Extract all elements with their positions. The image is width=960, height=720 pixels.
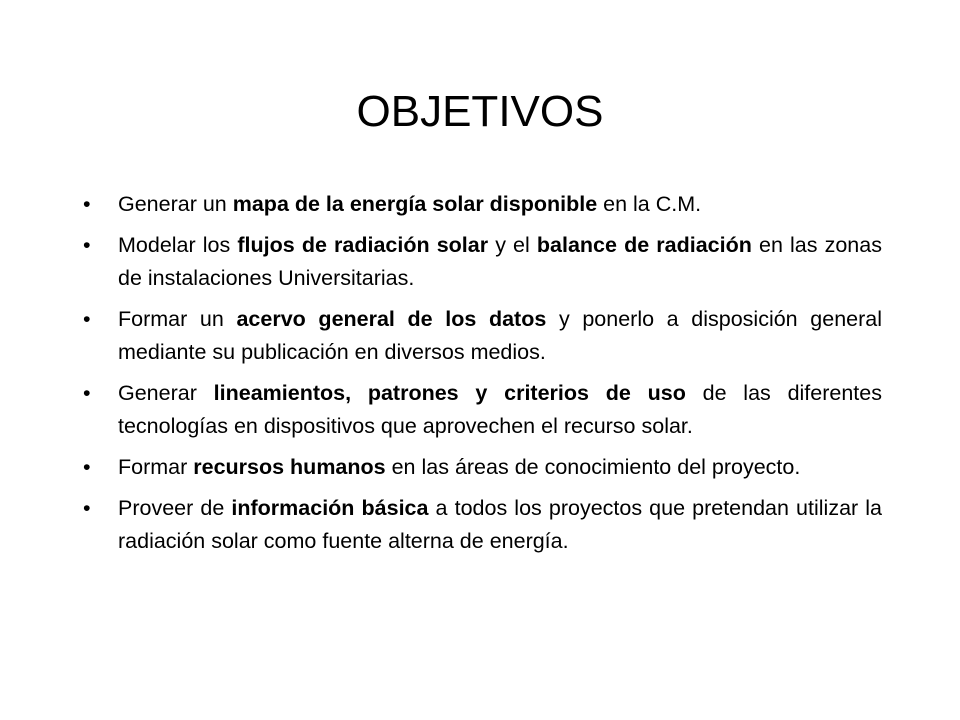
bullet-icon: • xyxy=(83,192,91,216)
objective-text: Generar un xyxy=(118,192,233,216)
objective-text: Generar xyxy=(118,381,214,405)
objective-keyword: información básica xyxy=(231,496,429,520)
slide-title: OBJETIVOS xyxy=(356,87,604,136)
objective-keyword: mapa de la energía solar disponible xyxy=(232,192,598,216)
objective-text: Formar un xyxy=(118,307,237,331)
bullet-icon: • xyxy=(83,307,91,331)
objective-item xyxy=(78,451,882,484)
objective-item xyxy=(78,377,882,443)
bullet-icon: • xyxy=(83,233,91,257)
objective-item xyxy=(78,492,882,558)
objective-text: Proveer de xyxy=(118,496,232,520)
objective-text: y el xyxy=(488,233,537,257)
bullet-icon: • xyxy=(83,455,91,479)
bullet-icon: • xyxy=(83,381,91,405)
objective-keyword: acervo general de los datos xyxy=(236,307,547,331)
objective-text: en las áreas de conocimiento del proyecto. xyxy=(385,455,801,479)
objective-item xyxy=(78,303,882,369)
bullet-icon: • xyxy=(83,496,91,520)
objective-text: de las diferentes tecnologías en dispositivos que aprovechen el recurso solar. xyxy=(118,381,882,438)
objective-text: en las zonas de instalaciones Universitarias. xyxy=(118,233,882,290)
objective-text: Formar xyxy=(118,455,194,479)
objective-text: en la C.M. xyxy=(597,192,702,216)
objectives-list xyxy=(78,188,882,566)
objective-keyword: flujos de radiación solar xyxy=(237,233,489,257)
objective-keyword: balance de radiación xyxy=(536,233,752,257)
objective-keyword: lineamientos, patrones y criterios de uso xyxy=(213,381,686,405)
objective-text: y ponerlo a disposición general mediante su publicación en diversos medios. xyxy=(118,307,883,364)
objective-text: a todos los proyectos que pretendan utilizar la radiación solar como fuente alterna de energía. xyxy=(118,496,883,553)
objective-keyword: recursos humanos xyxy=(193,455,386,479)
objective-text: Modelar los xyxy=(118,233,238,257)
objective-item xyxy=(78,229,882,295)
objective-item xyxy=(78,188,882,221)
